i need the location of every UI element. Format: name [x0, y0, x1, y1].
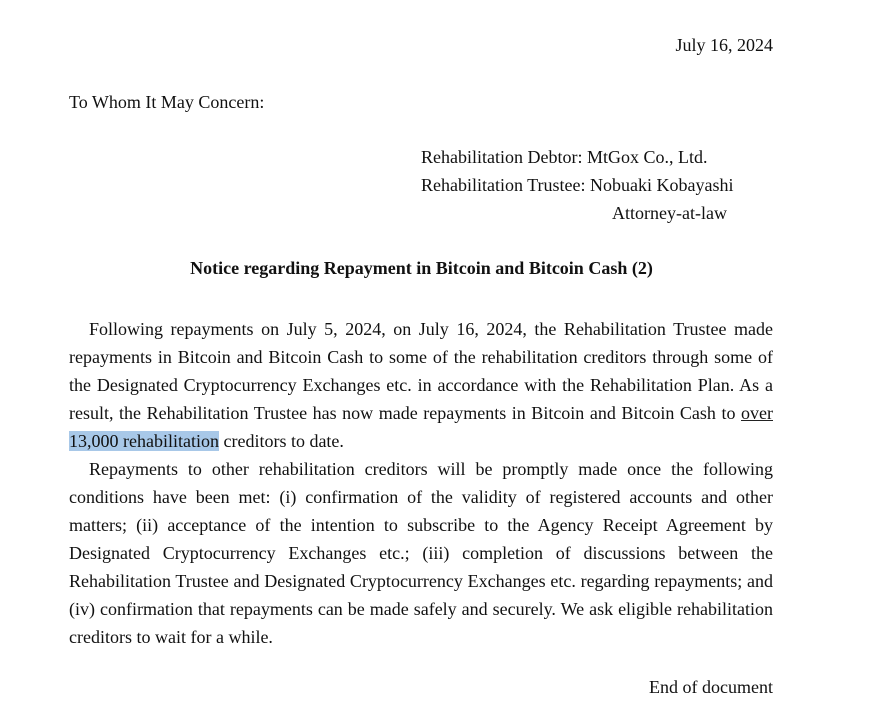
- sender-trustee: Rehabilitation Trustee: Nobuaki Kobayashi: [421, 175, 734, 195]
- document-date: July 16, 2024: [675, 35, 773, 55]
- paragraph-text: creditors to date.: [218, 431, 344, 451]
- paragraph-conditions: Repayments to other rehabilitation creditors will be promptly made once the following conditions have been met: (i) confirmation of the validity of registered accounts and other matters; (ii) acceptance of the intention to subscribe to the Agency Receipt Agreement by Designated Cryptocurrency Exchanges etc.; (iii) completion of discussions between the Rehabilitation Trustee and Designated Cryptocurrency Exchanges etc. regarding repayments; and (iv) confirmation that repayments can be made safely and securely. We ask eligible rehabilitation creditors to wait for a while.: [69, 459, 773, 647]
- salutation: To Whom It May Concern:: [69, 92, 265, 112]
- notice-title: Notice regarding Repayment in Bitcoin and Bitcoin Cash (2): [190, 258, 653, 278]
- sender-debtor: Rehabilitation Debtor: MtGox Co., Ltd.: [421, 147, 708, 167]
- notice-body: [69, 315, 773, 651]
- paragraph-text: Following repayments on July 5, 2024, on July 16, 2024, the Rehabilitation Trustee made repayments in Bitcoin and Bitcoin Cash to some of the rehabilitation creditors through some of the Designated Cryptocurrency Exchanges etc. in accordance with the Rehabilitation Plan. As a result, the Rehabilitation Trustee has now made repayments in Bitcoin and Bitcoin Cash to: [69, 319, 773, 423]
- highlighted-text: 13,000 rehabilitation: [69, 431, 219, 451]
- end-of-document: End of document: [649, 677, 773, 697]
- paragraph-repayment-status: [69, 315, 773, 455]
- underlined-text: over: [741, 403, 773, 423]
- sender-trustee-title: Attorney-at-law: [612, 203, 727, 223]
